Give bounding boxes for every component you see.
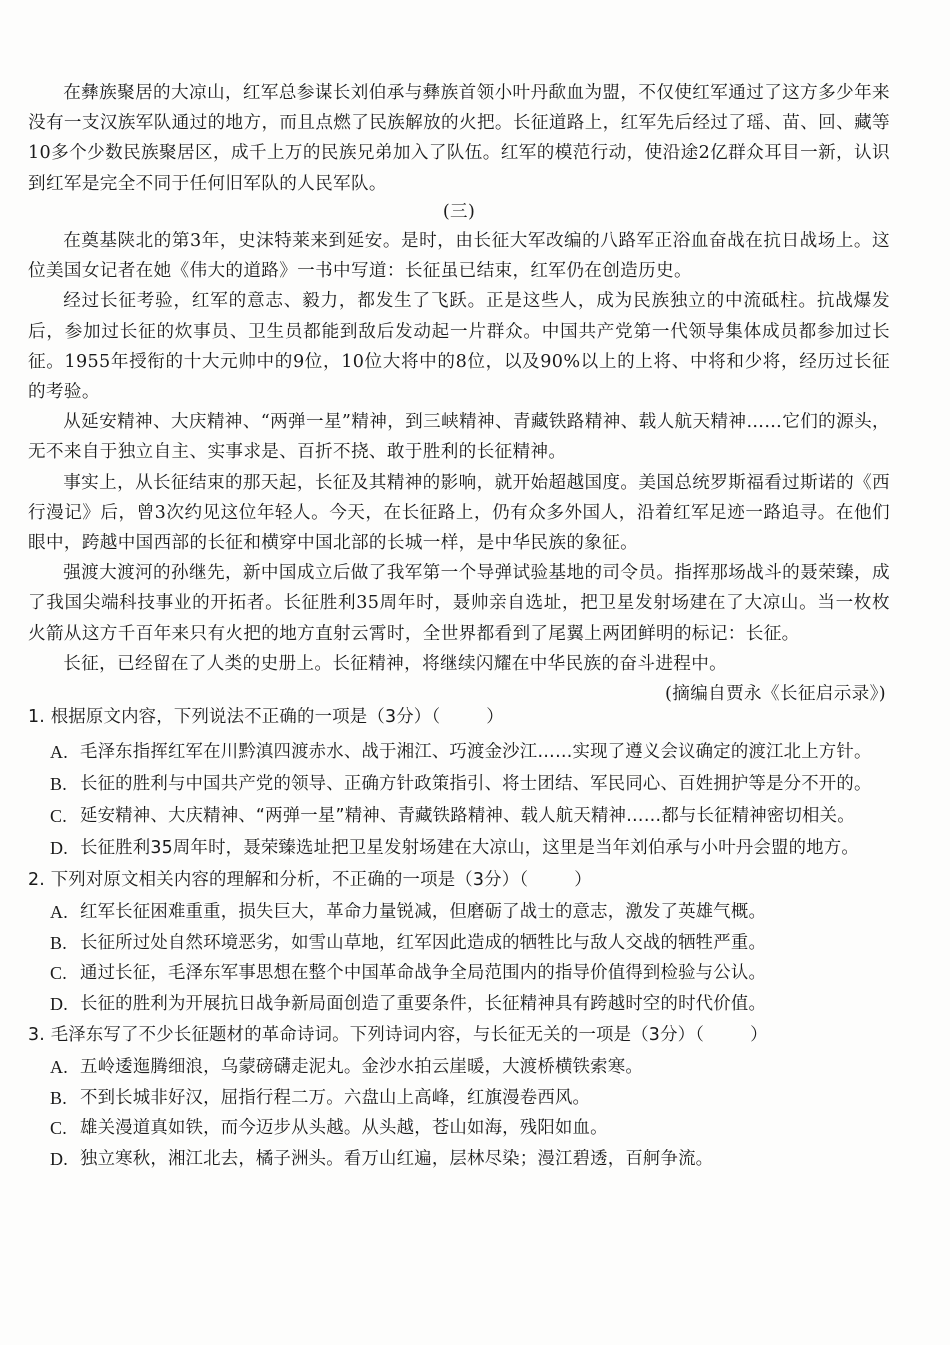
option-c [28, 1113, 890, 1144]
passage-paragraph: 长征，已经留在了人类的史册上。长征精神，将继续闪耀在中华民族的奋斗进程中。 [63, 653, 728, 674]
option-d [28, 832, 890, 864]
option-letter: A. [50, 1057, 68, 1077]
passage-paragraph: 事实上，从长征结束的那天起，长征及其精神的影响，就开始超越国度。美国总统罗斯福看过斯诺的《西行漫记》后，曾3次约见这位年轻人。今天，在长征路上，仍有众多外国人，沿着红军足迹一路追寻。在他们眼中，跨越中国西部的长征和横穿中国北部的长城一样，是中华民族的象征。 [28, 472, 890, 554]
option-b [28, 928, 890, 959]
question-stem [28, 703, 890, 732]
option-letter: B. [50, 774, 67, 794]
option-text: 延安精神、大庆精神、“两弹一星”精神、青藏铁路精神、载人航天精神……都与长征精神密切相关。 [80, 806, 855, 826]
option-text: 通过长征，毛泽东军事思想在整个中国革命战争全局范围内的指导价值得到检验与公认。 [80, 963, 767, 983]
option-text: 雄关漫道真如铁，而今迈步从头越。从头越，苍山如海，残阳如血。 [80, 1118, 608, 1138]
option-text: 毛泽东指挥红军在川黔滇四渡赤水、战于湘江、巧渡金沙江……实现了遵义会议确定的渡江北上方针。 [80, 742, 872, 762]
option-letter: A. [50, 902, 68, 922]
option-a [28, 1052, 890, 1083]
question-stem-text: 2. 下列对原文相关内容的理解和分析，不正确的一项是（3分）（ [28, 870, 529, 890]
option-letter: C. [50, 963, 67, 983]
question-list [28, 703, 890, 1174]
option-letter: B. [50, 1087, 67, 1108]
option-text: 五岭逶迤腾细浪，乌蒙磅礴走泥丸。金沙水拍云崖暖，大渡桥横铁索寒。 [80, 1057, 643, 1077]
option-letter: D. [50, 1148, 68, 1169]
question-stem-text: 1. 根据原文内容，下列说法不正确的一项是（3分）（ [28, 707, 441, 727]
option-letter: B. [50, 932, 67, 953]
question-1 [28, 703, 890, 864]
reading-passage [28, 78, 890, 709]
option-c [28, 958, 890, 989]
option-text: 独立寒秋，湘江北去，橘子洲头。看万山红遍，层林尽染；漫江碧透，百舸争流。 [80, 1148, 714, 1169]
section-heading: (三) [442, 201, 476, 222]
question-3 [28, 1021, 890, 1174]
passage-source: (摘编自贾永《长征启示录》) [665, 684, 886, 705]
option-b [28, 768, 890, 800]
passage-paragraph: 从延安精神、大庆精神、“两弹一星”精神，到三峡精神、青藏铁路精神、载人航天精神……它们的源头，无不来自于独立自主、实事求是、百折不挠、敢于胜利的长征精神。 [28, 412, 890, 463]
passage-paragraph: 强渡大渡河的孙继先，新中国成立后做了我军第一个导弹试验基地的司令员。指挥那场战斗的聂荣臻，成了我国尖端科技事业的开拓者。长征胜利35周年时，聂帅亲自选址，把卫星发射场建在了大凉山。当一枚枚火箭从这方千百年来只有火把的地方直射云霄时，全世界都看到了尾翼上两团鲜明的标记：长征。 [28, 563, 890, 644]
option-letter: D. [50, 838, 68, 858]
option-d [28, 989, 890, 1020]
passage-paragraph: 在奠基陕北的第3年，史沫特莱来到延安。是时，由长征大军改编的八路军正浴血奋战在抗日战场上。这位美国女记者在她《伟大的道路》一书中写道：长征虽已结束，红军仍在创造历史。 [28, 231, 890, 282]
question-stem-text: 3. 毛泽东写了不少长征题材的革命诗词。下列诗词内容，与长征无关的一项是（3分）（ [28, 1025, 705, 1045]
passage-paragraph: 经过长征考验，红军的意志、毅力，都发生了飞跃。正是这些人，成为民族独立的中流砥柱。抗战爆发后，参加过长征的炊事员、卫生员都能到敌后发动起一片群众。中国共产党第一代领导集体成员都参加过长征。1955年授衔的十大元帅中的9位，10位大将中的8位，以及90%以上的上将、中将和少将，经历过长征的考验。 [28, 291, 890, 403]
option-c [28, 800, 890, 832]
question-stem [28, 866, 890, 895]
question-2 [28, 866, 890, 1019]
option-letter: C. [50, 1118, 67, 1138]
question-stem-close: ） [574, 870, 592, 890]
option-text: 长征所过处自然环境恶劣，如雪山草地，红军因此造成的牺牲比与敌人交战的牺牲严重。 [80, 932, 767, 953]
option-a [28, 897, 890, 928]
option-text: 红军长征困难重重，损失巨大，革命力量锐减，但磨砺了战士的意志，激发了英雄气概。 [80, 902, 767, 922]
question-stem-close: ） [486, 707, 504, 727]
option-text: 不到长城非好汉，屈指行程二万。六盘山上高峰，红旗漫卷西风。 [80, 1087, 591, 1108]
question-stem-close: ） [750, 1025, 768, 1045]
question-stem [28, 1021, 890, 1050]
option-text: 长征的胜利为开展抗日战争新局面创造了重要条件，长征精神具有跨越时空的时代价值。 [80, 993, 767, 1014]
option-text: 长征的胜利与中国共产党的领导、正确方针政策指引、将士团结、军民同心、百姓拥护等是分不开的。 [80, 774, 872, 794]
passage-paragraph: 在彝族聚居的大凉山，红军总参谋长刘伯承与彝族首领小叶丹歃血为盟，不仅使红军通过了这方多少年来没有一支汉族军队通过的地方，而且点燃了民族解放的火把。长征道路上，红军先后经过了瑶、苗、回、藏等10多个少数民族聚居区，成千上万的民族兄弟加入了队伍。红军的模范行动，使沿途2亿群众耳目一新，认识到红军是完全不同于任何旧军队的人民军队。 [28, 83, 890, 194]
option-a [28, 736, 890, 768]
option-letter: A. [50, 742, 68, 762]
option-text: 长征胜利35周年时，聂荣臻选址把卫星发射场建在大凉山，这里是当年刘伯承与小叶丹会盟的地方。 [80, 838, 859, 858]
option-b [28, 1083, 890, 1114]
option-letter: C. [50, 806, 67, 826]
option-letter: D. [50, 993, 68, 1014]
option-d [28, 1144, 890, 1175]
